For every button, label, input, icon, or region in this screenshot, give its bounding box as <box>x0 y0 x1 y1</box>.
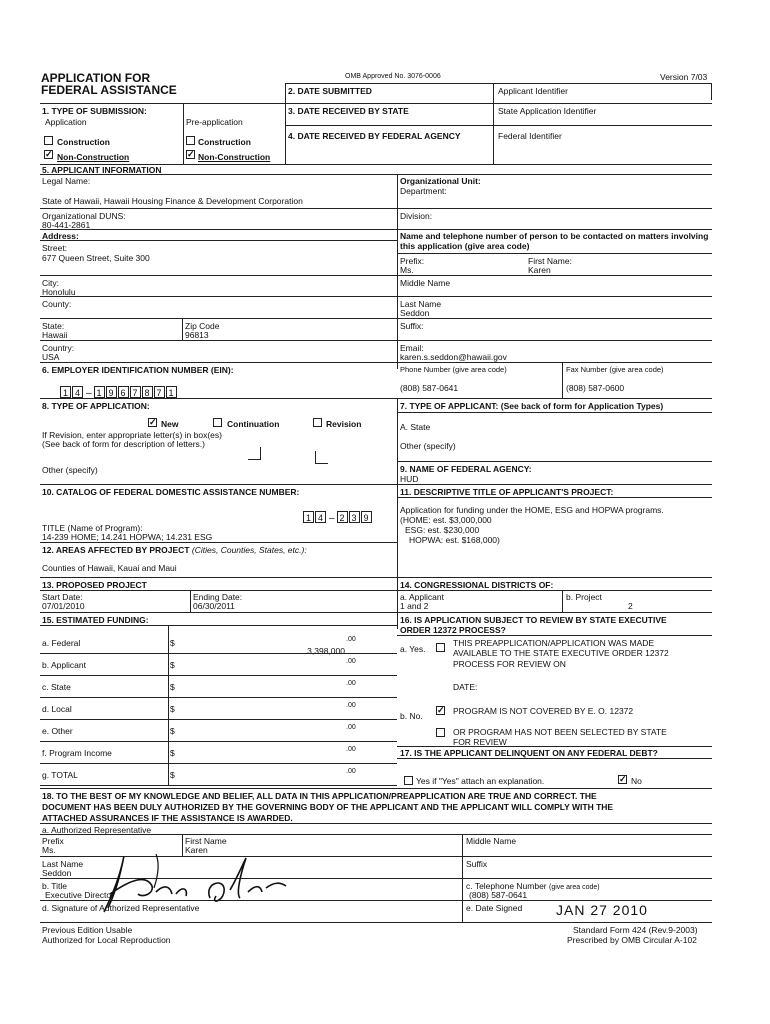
handwritten-signature <box>90 836 290 916</box>
new-label: New <box>161 419 179 429</box>
county-label: County: <box>42 299 72 309</box>
fax-value: (808) 587-0600 <box>566 383 625 393</box>
funding-row-label: b. Applicant <box>42 660 86 670</box>
revision-checkbox[interactable] <box>313 418 322 427</box>
end-date-label: Ending Date: <box>193 592 243 602</box>
areas-label-text: 12. AREAS AFFECTED BY PROJECT <box>42 545 190 555</box>
authorized-rep-label: a. Authorized Representative <box>42 825 152 835</box>
state-value: Hawaii <box>42 330 68 340</box>
areas-value: Counties of Hawaii, Kauai and Maui <box>42 563 177 573</box>
ein-digit: 1 <box>60 386 71 398</box>
signature-label: d. Signature of Authorized Representative <box>42 903 200 913</box>
pre-construction-label: Construction <box>198 137 251 147</box>
footer-left-1: Previous Edition Usable <box>42 925 133 935</box>
district-applicant-label: a. Applicant <box>400 592 444 602</box>
cfda-digit: 2 <box>337 511 348 523</box>
ein-digit: 6 <box>118 386 129 398</box>
type-applicant-label: 7. TYPE OF APPLICANT: (See back of form for Application Types) <box>400 401 664 411</box>
funding-row-label: d. Local <box>42 704 72 714</box>
footer-right-1: Standard Form 424 (Rev.9-2003) <box>573 925 698 935</box>
funding-cents: .00 <box>346 768 356 775</box>
revision-note-2: (See back of form for description of letters.) <box>42 439 205 449</box>
review-label-line2: ORDER 12372 PROCESS? <box>400 625 506 635</box>
middle-name-label: Middle Name <box>400 278 451 288</box>
cfda-digit: 3 <box>349 511 360 523</box>
review-not-selected-checkbox[interactable] <box>436 728 445 737</box>
certification-line-3: ATTACHED ASSURANCES IF THE ASSISTANCE IS AWARDED. <box>42 813 293 823</box>
review-yes-text-1: THIS PREAPPLICATION/APPLICATION WAS MADE <box>453 638 655 648</box>
project-line-1: Application for funding under the HOME, ESG and HOPWA programs. <box>400 505 664 515</box>
department-label: Department: <box>400 186 447 196</box>
review-not-covered-checkbox[interactable]: ✓ <box>437 705 445 715</box>
funding-cents: .00 <box>346 702 356 709</box>
delinquent-yes-checkbox[interactable] <box>404 776 413 785</box>
rep-last-value: Seddon <box>42 868 72 878</box>
funding-row-label: g. TOTAL <box>42 770 78 780</box>
duns-value: 80-441-2861 <box>42 220 91 230</box>
rep-first-label: First Name <box>185 836 227 846</box>
pre-non-construction-label: Non-Construction <box>198 152 271 162</box>
new-checkbox[interactable]: ✓ <box>149 417 157 427</box>
funding-cents: .00 <box>346 724 356 731</box>
type-applicant-other-label: Other (specify) <box>400 441 456 451</box>
ein-digit: 1 <box>94 386 105 398</box>
delinquent-label: 17. IS THE APPLICANT DELINQUENT ON ANY FEDERAL DEBT? <box>400 748 658 758</box>
rep-last-label: Last Name <box>42 859 84 869</box>
rep-title-value: Executive Director <box>45 890 114 900</box>
areas-label <box>42 545 307 555</box>
funding-row-label: a. Federal <box>42 638 81 648</box>
ein-digits: 1 4 – 1 9 6 7 8 7 1 <box>60 383 178 401</box>
certification-line-2: DOCUMENT HAS BEEN DULY AUTHORIZED BY THE GOVERNING BODY OF THE APPLICANT AND THE APPLICANT WILL COMPLY WITH THE <box>42 802 614 812</box>
date-received-fed-label: 4. DATE RECEIVED BY FEDERAL AGENCY <box>288 131 461 141</box>
date-received-state-label: 3. DATE RECEIVED BY STATE <box>288 106 409 116</box>
street-value: 677 Queen Street, Suite 300 <box>42 253 150 263</box>
program-title-label: TITLE (Name of Program): <box>42 523 143 533</box>
ein-digit: 8 <box>142 386 153 398</box>
project-title-label: 11. DESCRIPTIVE TITLE OF APPLICANT'S PROJECT: <box>400 487 614 497</box>
zip-value: 96813 <box>185 330 209 340</box>
ein-digit: 7 <box>130 386 141 398</box>
review-no-text-1: PROGRAM IS NOT COVERED BY E. O. 12372 <box>453 706 634 716</box>
revision-note-1: If Revision, enter appropriate letter(s) in box(es) <box>42 430 222 440</box>
state-app-id-label: State Application Identifier <box>498 106 597 116</box>
cfda-label: 10. CATALOG OF FEDERAL DOMESTIC ASSISTANCE NUMBER: <box>42 487 300 497</box>
revision-label: Revision <box>326 419 362 429</box>
country-value: USA <box>42 352 60 362</box>
delinquent-yes-label: Yes if "Yes" attach an explanation. <box>416 776 545 786</box>
contact-first-name-value: Karen <box>528 265 551 275</box>
street-label: Street: <box>42 243 68 253</box>
email-label: Email: <box>400 343 424 353</box>
continuation-checkbox[interactable] <box>213 418 222 427</box>
non-construction-label: Non-Construction <box>57 152 130 162</box>
estimated-funding-label: 15. ESTIMATED FUNDING: <box>42 615 149 625</box>
areas-label-italic: (Cities, Counties, States, etc.): <box>191 545 307 555</box>
start-date-value: 07/01/2010 <box>42 601 85 611</box>
project-line-4: HOPWA: est. $168,000) <box>409 535 500 545</box>
date-signed-value: JAN 27 2010 <box>556 902 648 918</box>
rep-first-value: Karen <box>185 845 208 855</box>
type-submission-label: 1. TYPE OF SUBMISSION: <box>42 106 147 116</box>
funding-dollar-sign: $ <box>170 638 175 648</box>
email-value: karen.s.seddon@hawaii.gov <box>400 352 507 362</box>
cfda-digits: 1 4 – 2 3 9 <box>303 508 373 526</box>
funding-row-label: f. Program Income <box>42 748 112 758</box>
review-yes-label: a. Yes. <box>400 644 426 654</box>
city-label: City: <box>42 278 59 288</box>
review-no-text-3: FOR REVIEW <box>453 737 507 747</box>
funding-dollar-sign: $ <box>170 748 175 758</box>
ein-digit: 4 <box>72 386 83 398</box>
state-label: State: <box>42 321 65 331</box>
certification-line-1: 18. TO THE BEST OF MY KNOWLEDGE AND BELIEF, ALL DATA IN THIS APPLICATION/PREAPPLICATION ARE TRUE AND CORRECT. THE <box>42 791 597 801</box>
proposed-project-label: 13. PROPOSED PROJECT <box>42 580 147 590</box>
congressional-districts-label: 14. CONGRESSIONAL DISTRICTS OF: <box>400 580 554 590</box>
ein-digit: 7 <box>154 386 165 398</box>
application-nonconstruction-checkbox[interactable]: ✓ <box>45 149 53 159</box>
application-other-label: Other (specify) <box>42 465 98 475</box>
contact-first-name-label: First Name: <box>528 256 572 266</box>
address-label: Address: <box>42 231 79 241</box>
org-unit-label: Organizational Unit: <box>400 176 481 186</box>
start-date-label: Start Date: <box>42 592 83 602</box>
district-applicant-value: 1 and 2 <box>400 601 429 611</box>
date-signed-label: e. Date Signed <box>466 903 523 913</box>
date-submitted-label: 2. DATE SUBMITTED <box>288 86 372 96</box>
last-name-value: Seddon <box>400 308 430 318</box>
duns-label: Organizational DUNS: <box>42 211 126 221</box>
revision-letter-box-2[interactable] <box>315 451 328 464</box>
zip-label: Zip Code <box>185 321 220 331</box>
federal-id-label: Federal Identifier <box>498 131 562 141</box>
funding-row-label: e. Other <box>42 726 73 736</box>
funding-dollar-sign: $ <box>170 704 175 714</box>
type-application-label: 8. TYPE OF APPLICATION: <box>42 401 150 411</box>
review-yes-text-2: AVAILABLE TO THE STATE EXECUTIVE ORDER 12372 <box>453 648 669 658</box>
contact-prefix-value: Ms. <box>400 265 414 275</box>
funding-cents: .00 <box>346 636 356 643</box>
ein-digit: 1 <box>166 386 177 398</box>
application-label: Application <box>45 117 87 127</box>
last-name-label: Last Name <box>400 299 442 309</box>
continuation-label: Continuation <box>227 419 280 429</box>
ein-label: 6. EMPLOYER IDENTIFICATION NUMBER (EIN): <box>42 365 234 375</box>
legal-name-label: Legal Name: <box>42 176 91 186</box>
delinquent-no-label: No <box>631 776 642 786</box>
cfda-digit: 1 <box>303 511 314 523</box>
rep-suffix-label: Suffix <box>466 859 488 869</box>
city-value: Honolulu <box>42 287 76 297</box>
preapplication-construction-checkbox[interactable] <box>186 136 195 145</box>
district-project-value: 2 <box>628 601 633 611</box>
rep-phone-label-small: (give area code) <box>549 884 600 891</box>
end-date-value: 06/30/2011 <box>193 601 235 611</box>
funding-cents: .00 <box>346 658 356 665</box>
fax-label: Fax Number (give area code) <box>566 365 664 374</box>
phone-value: (808) 587-0641 <box>400 383 459 393</box>
project-line-2: (HOME: est. $3,000,000 <box>400 515 492 525</box>
funding-dollar-sign: $ <box>170 726 175 736</box>
program-title-value: 14-239 HOME; 14.241 HOPWA; 14.231 ESG <box>42 532 213 542</box>
form-title-line2: FEDERAL ASSISTANCE <box>41 83 177 97</box>
funding-cents: .00 <box>346 680 356 687</box>
cfda-digit: 4 <box>315 511 326 523</box>
ein-digit: 9 <box>106 386 117 398</box>
project-line-3: ESG: est. $230,000 <box>405 525 480 535</box>
funding-dollar-sign: $ <box>170 770 175 780</box>
district-project-label: b. Project <box>566 592 602 602</box>
funding-dollar-sign: $ <box>170 682 175 692</box>
review-date-label: DATE: <box>453 682 478 692</box>
omb-number: OMB Approved No. 3076-0006 <box>345 73 441 80</box>
construction-label: Construction <box>57 137 110 147</box>
rep-title-label: b. Title <box>42 881 68 891</box>
application-construction-checkbox[interactable] <box>44 136 53 145</box>
type-applicant-value: A. State <box>400 422 431 432</box>
rep-phone-label-text: c. Telephone Number <box>466 881 547 891</box>
suffix-label: Suffix: <box>400 321 424 331</box>
funding-row-label: c. State <box>42 682 71 692</box>
contact-prefix-label: Prefix: <box>400 256 425 266</box>
rep-phone-value: (808) 587-0641 <box>469 890 528 900</box>
review-yes-checkbox[interactable] <box>436 643 445 652</box>
rep-prefix-label: Prefix <box>42 836 64 846</box>
review-label-line1: 16. IS APPLICATION SUBJECT TO REVIEW BY STATE EXECUTIVE <box>400 615 667 625</box>
funding-amount[interactable]: 3,398,000 <box>307 646 345 656</box>
federal-agency-label: 9. NAME OF FEDERAL AGENCY: <box>400 464 532 474</box>
delinquent-no-checkbox[interactable]: ✓ <box>619 774 627 784</box>
legal-name-value: State of Hawaii, Hawaii Housing Finance & Development Corporation <box>42 196 303 206</box>
funding-dollar-sign: $ <box>170 660 175 670</box>
federal-agency-value: HUD <box>400 474 419 484</box>
footer-right-2: Prescribed by OMB Circular A-102 <box>567 935 697 945</box>
division-label: Division: <box>400 211 433 221</box>
phone-label: Phone Number (give area code) <box>400 365 507 374</box>
applicant-info-label: 5. APPLICANT INFORMATION <box>42 165 162 175</box>
footer-left-2: Authorized for Local Reproduction <box>42 935 171 945</box>
country-label: Country: <box>42 343 75 353</box>
preapplication-nonconstruction-checkbox[interactable]: ✓ <box>187 149 195 159</box>
applicant-identifier-label: Applicant Identifier <box>498 86 568 96</box>
form-title-line1: APPLICATION FOR <box>41 71 151 85</box>
revision-letter-box-1[interactable] <box>248 447 261 460</box>
review-yes-text-3: PROCESS FOR REVIEW ON <box>453 659 566 669</box>
funding-cents: .00 <box>346 746 356 753</box>
cfda-digit: 9 <box>361 511 372 523</box>
preapplication-label: Pre-application <box>186 117 243 127</box>
rep-prefix-value: Ms. <box>42 845 56 855</box>
review-no-label: b. No. <box>400 711 423 721</box>
review-no-text-2: OR PROGRAM HAS NOT BEEN SELECTED BY STATE <box>453 727 667 737</box>
rep-middle-label: Middle Name <box>466 836 517 846</box>
form-version: Version 7/03 <box>660 72 708 82</box>
contact-label: Name and telephone number of person to be contacted on matters involving this application (give area code) <box>400 231 709 251</box>
